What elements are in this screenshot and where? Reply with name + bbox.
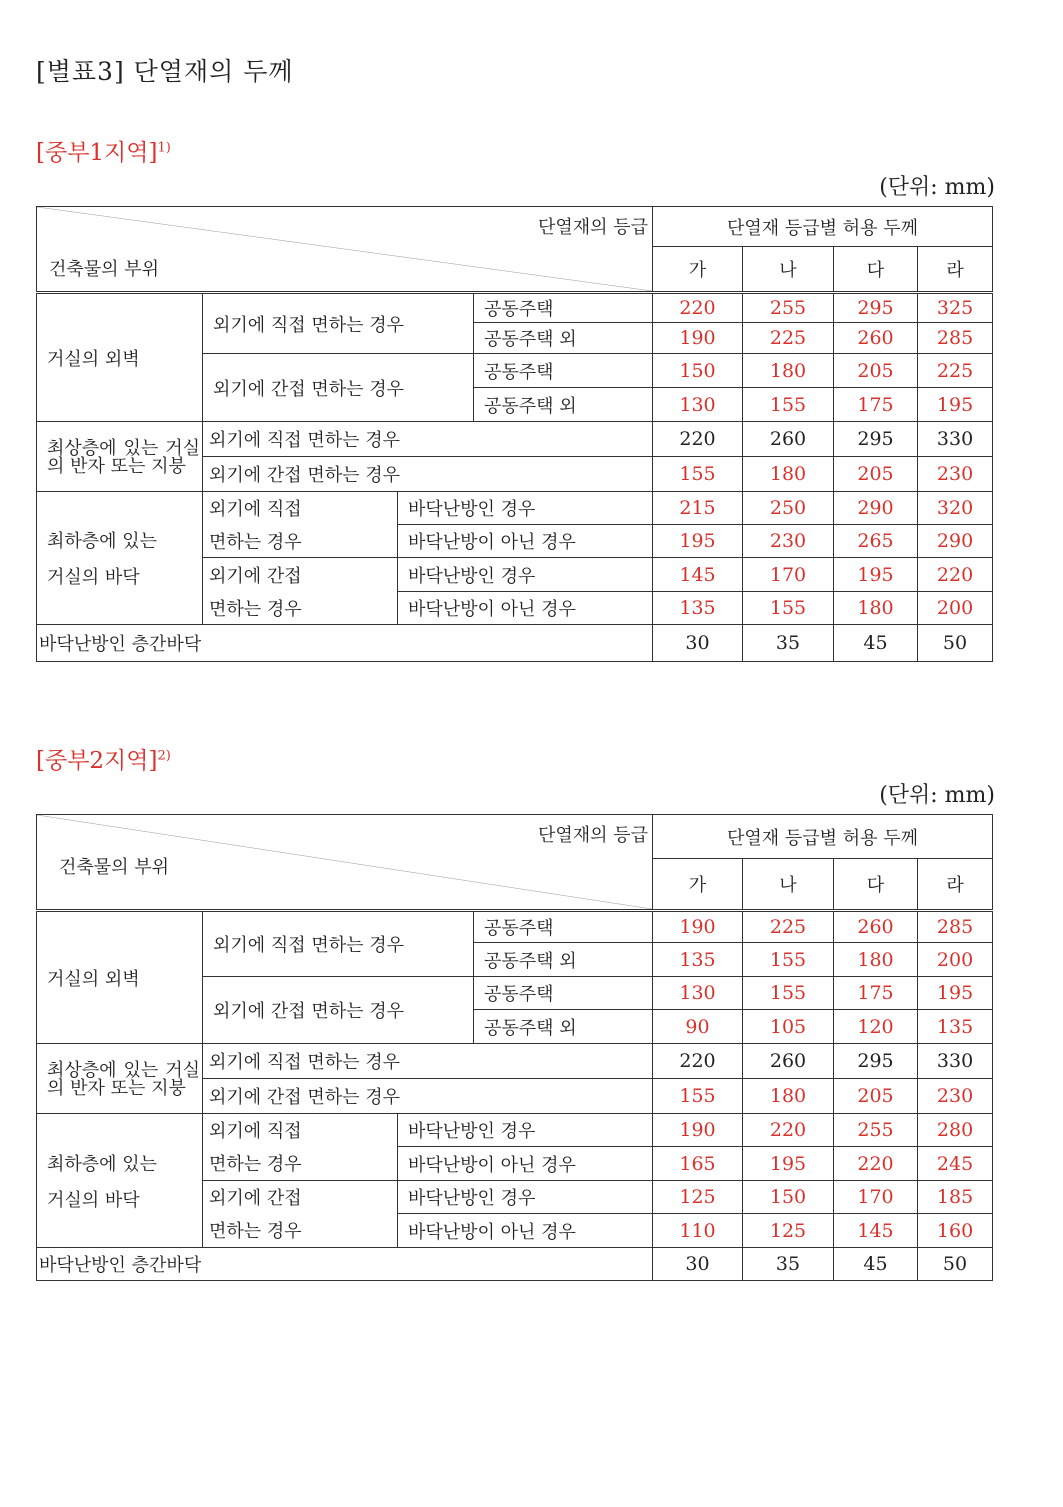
value-cell: 195 <box>653 525 743 558</box>
value-cell: 290 <box>918 525 993 558</box>
value-cell: 170 <box>743 558 834 592</box>
value-cell: 50 <box>918 625 993 662</box>
value-cell: 90 <box>653 1010 743 1044</box>
value-cell: 260 <box>834 323 918 354</box>
value-cell: 155 <box>743 592 834 625</box>
direct-label: 외기에 직접 면하는 경우 <box>203 293 474 354</box>
wall-label: 거실의 외벽 <box>37 911 203 1044</box>
grade-header: 라 <box>918 247 993 293</box>
value-cell: 35 <box>743 625 834 662</box>
value-cell: 225 <box>918 354 993 388</box>
direct-label-line: 면하는 경우 <box>203 525 398 558</box>
region-name: [중부2지역] <box>36 748 158 774</box>
value-cell: 45 <box>834 1248 918 1281</box>
not-heated-label: 바닥난방이 아닌 경우 <box>398 1147 653 1181</box>
value-cell: 215 <box>653 492 743 525</box>
part-axis-label: 건축물의 부위 <box>49 259 160 280</box>
unit-label: (단위: mm) <box>879 783 995 808</box>
grade-header: 나 <box>743 247 834 293</box>
roof-label: 최상층에 있는 거실의 반자 또는 지붕 <box>37 1044 203 1114</box>
value-cell: 295 <box>834 422 918 457</box>
value-cell: 295 <box>834 293 918 323</box>
value-cell: 195 <box>918 388 993 422</box>
not-heated-label: 바닥난방이 아닌 경우 <box>398 1214 653 1248</box>
value-cell: 175 <box>834 977 918 1010</box>
value-cell: 230 <box>743 525 834 558</box>
wall-label: 거실의 외벽 <box>37 293 203 422</box>
non-apt-label: 공동주택 외 <box>474 323 653 354</box>
interfloor-label: 바닥난방인 층간바닥 <box>37 1248 653 1281</box>
value-cell: 245 <box>918 1147 993 1181</box>
value-cell: 285 <box>918 323 993 354</box>
indirect-label-line: 면하는 경우 <box>203 1214 398 1248</box>
value-cell: 165 <box>653 1147 743 1181</box>
value-cell: 330 <box>918 422 993 457</box>
value-cell: 220 <box>743 1114 834 1147</box>
value-cell: 155 <box>743 943 834 977</box>
heated-label: 바닥난방인 경우 <box>398 558 653 592</box>
value-cell: 120 <box>834 1010 918 1044</box>
indirect-label-line: 면하는 경우 <box>203 592 398 625</box>
floor-label-line: 거실의 바닥 <box>47 1189 140 1211</box>
value-cell: 155 <box>653 457 743 492</box>
value-cell: 50 <box>918 1248 993 1281</box>
direct-label-line: 외기에 직접 <box>203 492 398 525</box>
value-cell: 200 <box>918 592 993 625</box>
grade-group-header: 단열재 등급별 허용 두께 <box>653 207 993 247</box>
value-cell: 180 <box>743 457 834 492</box>
thickness-table <box>36 206 993 662</box>
value-cell: 190 <box>653 1114 743 1147</box>
not-heated-label: 바닥난방이 아닌 경우 <box>398 592 653 625</box>
value-cell: 220 <box>653 293 743 323</box>
value-cell: 220 <box>834 1147 918 1181</box>
floor-label <box>37 1114 203 1248</box>
value-cell: 180 <box>834 943 918 977</box>
value-cell: 220 <box>918 558 993 592</box>
value-cell: 255 <box>834 1114 918 1147</box>
indirect-label: 외기에 간접 면하는 경우 <box>203 1079 653 1114</box>
value-cell: 125 <box>653 1181 743 1214</box>
value-cell: 290 <box>834 492 918 525</box>
value-cell: 30 <box>653 625 743 662</box>
unit-label: (단위: mm) <box>879 175 995 200</box>
grade-header: 라 <box>918 859 993 911</box>
grade-axis-label: 단열재의 등급 <box>537 825 648 846</box>
grade-axis-label: 단열재의 등급 <box>537 217 648 238</box>
value-cell: 255 <box>743 293 834 323</box>
value-cell: 180 <box>834 592 918 625</box>
value-cell: 125 <box>743 1214 834 1248</box>
value-cell: 230 <box>918 457 993 492</box>
value-cell: 160 <box>918 1214 993 1248</box>
direct-label: 외기에 직접 면하는 경우 <box>203 422 653 457</box>
value-cell: 260 <box>743 1044 834 1079</box>
value-cell: 135 <box>653 943 743 977</box>
interfloor-label: 바닥난방인 층간바닥 <box>37 625 653 662</box>
value-cell: 135 <box>918 1010 993 1044</box>
indirect-label: 외기에 간접 면하는 경우 <box>203 457 653 492</box>
apt-label: 공동주택 <box>474 293 653 323</box>
value-cell: 195 <box>834 558 918 592</box>
footnote-mark: 2) <box>157 748 171 764</box>
floor-label-line: 최하층에 있는 <box>47 1153 158 1175</box>
value-cell: 155 <box>743 388 834 422</box>
value-cell: 220 <box>653 422 743 457</box>
value-cell: 185 <box>918 1181 993 1214</box>
direct-label-line: 외기에 직접 <box>203 1114 398 1147</box>
non-apt-label: 공동주택 외 <box>474 1010 653 1044</box>
indirect-label-line: 외기에 간접 <box>203 1181 398 1214</box>
grade-header: 나 <box>743 859 834 911</box>
value-cell: 130 <box>653 388 743 422</box>
direct-label: 외기에 직접 면하는 경우 <box>203 911 474 977</box>
indirect-label: 외기에 간접 면하는 경우 <box>203 977 474 1044</box>
value-cell: 180 <box>743 1079 834 1114</box>
value-cell: 190 <box>653 323 743 354</box>
apt-label: 공동주택 <box>474 354 653 388</box>
value-cell: 260 <box>834 911 918 943</box>
grade-header: 가 <box>653 859 743 911</box>
value-cell: 135 <box>653 592 743 625</box>
floor-label-line: 최하층에 있는 <box>47 531 158 552</box>
value-cell: 225 <box>743 323 834 354</box>
floor-label <box>37 492 203 625</box>
header-diagonal-cell <box>37 207 653 293</box>
roof-label: 최상층에 있는 거실의 반자 또는 지붕 <box>37 422 203 492</box>
region-title <box>36 742 171 775</box>
grade-header: 다 <box>834 247 918 293</box>
not-heated-label: 바닥난방이 아닌 경우 <box>398 525 653 558</box>
value-cell: 250 <box>743 492 834 525</box>
apt-label: 공동주택 <box>474 911 653 943</box>
value-cell: 280 <box>918 1114 993 1147</box>
value-cell: 150 <box>653 354 743 388</box>
value-cell: 325 <box>918 293 993 323</box>
value-cell: 145 <box>834 1214 918 1248</box>
page-title: [별표3] 단열재의 두께 <box>36 57 294 86</box>
value-cell: 260 <box>743 422 834 457</box>
non-apt-label: 공동주택 외 <box>474 388 653 422</box>
region-title <box>36 134 171 167</box>
value-cell: 145 <box>653 558 743 592</box>
indirect-label: 외기에 간접 면하는 경우 <box>203 354 474 422</box>
non-apt-label: 공동주택 외 <box>474 943 653 977</box>
value-cell: 105 <box>743 1010 834 1044</box>
value-cell: 195 <box>918 977 993 1010</box>
footnote-mark: 1) <box>157 140 171 156</box>
region-name: [중부1지역] <box>36 140 158 166</box>
value-cell: 205 <box>834 1079 918 1114</box>
apt-label: 공동주택 <box>474 977 653 1010</box>
value-cell: 190 <box>653 911 743 943</box>
heated-label: 바닥난방인 경우 <box>398 1114 653 1147</box>
value-cell: 225 <box>743 911 834 943</box>
header-diagonal-cell <box>37 815 653 911</box>
value-cell: 230 <box>918 1079 993 1114</box>
value-cell: 175 <box>834 388 918 422</box>
part-axis-label: 건축물의 부위 <box>59 857 170 878</box>
value-cell: 35 <box>743 1248 834 1281</box>
value-cell: 295 <box>834 1044 918 1079</box>
value-cell: 265 <box>834 525 918 558</box>
value-cell: 110 <box>653 1214 743 1248</box>
value-cell: 320 <box>918 492 993 525</box>
value-cell: 205 <box>834 354 918 388</box>
value-cell: 330 <box>918 1044 993 1079</box>
value-cell: 45 <box>834 625 918 662</box>
grade-group-header: 단열재 등급별 허용 두께 <box>653 815 993 859</box>
grade-header: 가 <box>653 247 743 293</box>
value-cell: 180 <box>743 354 834 388</box>
value-cell: 170 <box>834 1181 918 1214</box>
value-cell: 220 <box>653 1044 743 1079</box>
heated-label: 바닥난방인 경우 <box>398 492 653 525</box>
value-cell: 155 <box>653 1079 743 1114</box>
value-cell: 285 <box>918 911 993 943</box>
value-cell: 195 <box>743 1147 834 1181</box>
direct-label: 외기에 직접 면하는 경우 <box>203 1044 653 1079</box>
heated-label: 바닥난방인 경우 <box>398 1181 653 1214</box>
value-cell: 150 <box>743 1181 834 1214</box>
direct-label-line: 면하는 경우 <box>203 1147 398 1181</box>
value-cell: 130 <box>653 977 743 1010</box>
indirect-label-line: 외기에 간접 <box>203 558 398 592</box>
value-cell: 205 <box>834 457 918 492</box>
floor-label-line: 거실의 바닥 <box>47 567 140 588</box>
value-cell: 30 <box>653 1248 743 1281</box>
value-cell: 200 <box>918 943 993 977</box>
thickness-table <box>36 814 993 1281</box>
value-cell: 155 <box>743 977 834 1010</box>
grade-header: 다 <box>834 859 918 911</box>
